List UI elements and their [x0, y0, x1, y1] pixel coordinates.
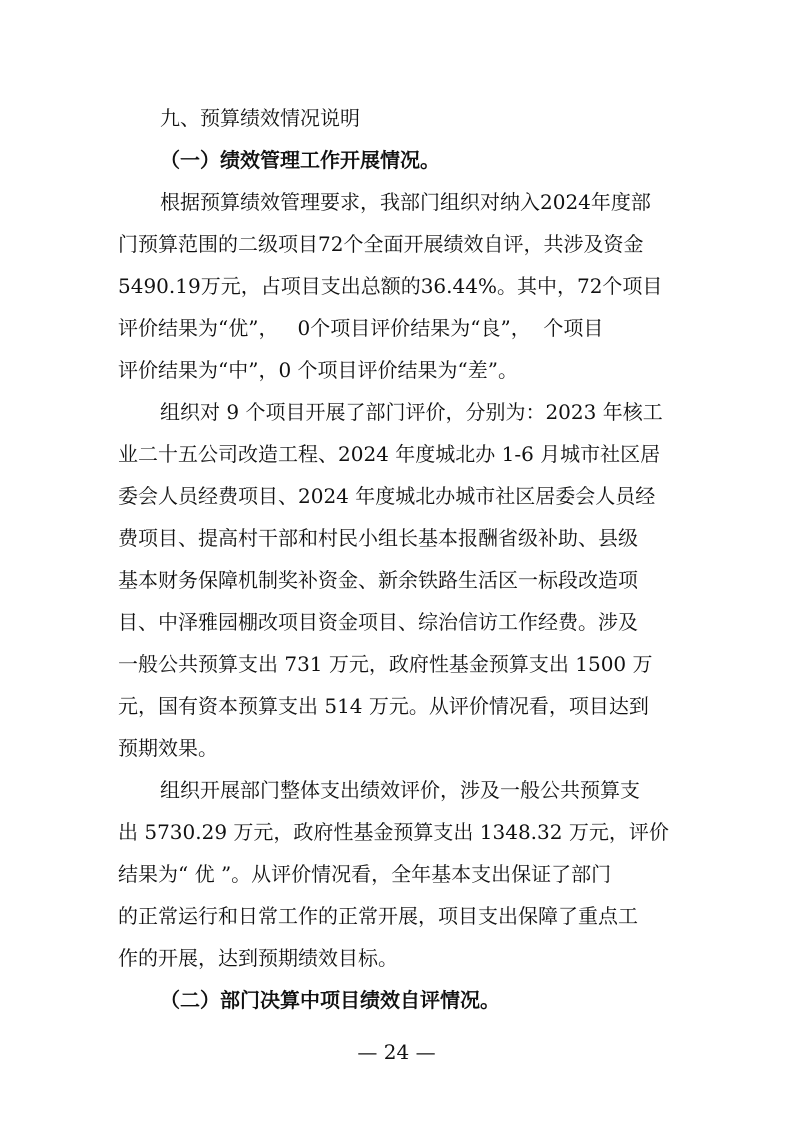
paragraph-3-line-3: 结果为“ 优 ”。从评价情况看，全年基本支出保证了部门: [118, 862, 612, 886]
paragraph-1-line-5: 评价结果为“中”，0 个项目评价结果为“差”。: [118, 358, 518, 382]
paragraph-3-line-2: 出 5730.29 万元，政府性基金预算支出 1348.32 万元，评价: [118, 820, 669, 844]
paragraph-3-line-5: 作的开展，达到预期绩效目标。: [118, 946, 398, 970]
paragraph-2-line-5: 基本财务保障机制奖补资金、新余铁路生活区一标段改造项: [118, 568, 638, 592]
subsection-title-2: （二）部门决算中项目绩效自评情况。: [160, 988, 500, 1012]
paragraph-3-line-1: 组织开展部门整体支出绩效评价，涉及一般公共预算支: [160, 778, 640, 802]
paragraph-1-line-4: 评价结果为“优”， 0个项目评价结果为“良”， 个项目: [118, 316, 604, 340]
subsection-title-1: （一）绩效管理工作开展情况。: [160, 148, 440, 172]
paragraph-1-line-3: 5490.19万元，占项目支出总额的36.44%。其中，72个项目: [118, 274, 663, 298]
section-title: 九、预算绩效情况说明: [160, 106, 360, 130]
page-number: — 24 —: [357, 1040, 436, 1064]
paragraph-2-line-1: 组织对 9 个项目开展了部门评价，分别为：2023 年核工: [160, 400, 663, 424]
paragraph-2-line-7: 一般公共预算支出 731 万元，政府性基金预算支出 1500 万: [118, 652, 653, 676]
paragraph-2-line-2: 业二十五公司改造工程、2024 年度城北办 1-6 月城市社区居: [118, 442, 661, 466]
paragraph-2-line-4: 费项目、提高村干部和村民小组长基本报酬省级补助、县级: [118, 526, 638, 550]
paragraph-3-line-4: 的正常运行和日常工作的正常开展，项目支出保障了重点工: [118, 904, 638, 928]
paragraph-2-line-9: 预期效果。: [118, 736, 218, 760]
paragraph-2-line-3: 委会人员经费项目、2024 年度城北办城市社区居委会人员经: [118, 484, 656, 508]
paragraph-1-line-2: 门预算范围的二级项目72个全面开展绩效自评，共涉及资金: [118, 232, 644, 256]
paragraph-2-line-6: 目、中泽雅园棚改项目资金项目、综治信访工作经费。涉及: [118, 610, 638, 634]
paragraph-2-line-8: 元，国有资本预算支出 514 万元。从评价情况看，项目达到: [118, 694, 649, 718]
paragraph-1-line-1: 根据预算绩效管理要求，我部门组织对纳入2024年度部: [160, 190, 651, 214]
